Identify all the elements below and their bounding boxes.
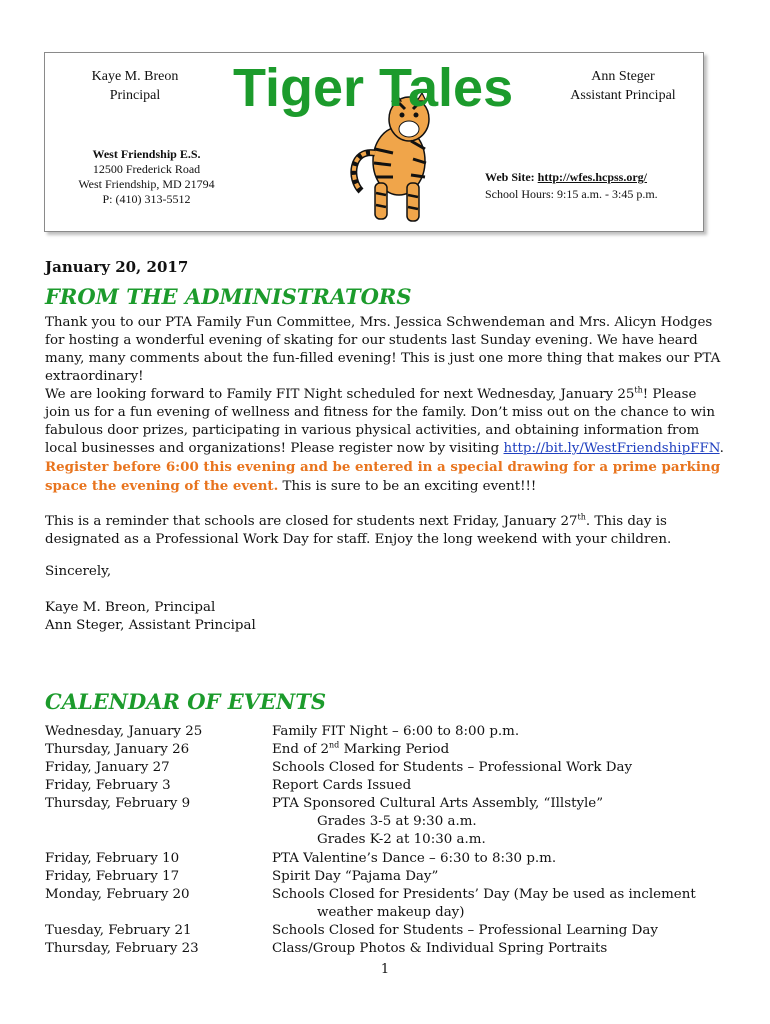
event-subline: Grades 3-5 at 9:30 a.m.: [317, 814, 477, 829]
event-subline: weather makeup day): [317, 905, 465, 920]
fit-night-closing: This is sure to be an exciting event!!!: [278, 479, 537, 494]
event-date: Wednesday, January 25: [45, 724, 203, 739]
signature-assistant: Ann Steger, Assistant Principal: [45, 618, 256, 633]
event-description: Report Cards Issued: [272, 778, 412, 793]
principal-block: [75, 67, 195, 105]
event-description: Spirit Day “Pajama Day”: [272, 869, 439, 884]
address-line-1: 12500 Frederick Road: [92, 162, 201, 176]
event-date: Friday, February 3: [45, 778, 171, 793]
masthead-title: Tiger Tales: [233, 58, 514, 118]
principal-title: Principal: [109, 88, 161, 103]
fit-night-text: We are looking forward to Family FIT Night scheduled for next Wednesday, January 25: [45, 387, 635, 402]
event-description: Class/Group Photos & Individual Spring Portraits: [272, 941, 608, 956]
website-block: [485, 169, 697, 203]
principal-name: Kaye M. Breon: [91, 69, 179, 84]
event-description: PTA Valentine’s Dance – 6:30 to 8:30 p.m.: [272, 851, 557, 866]
fit-night-text-cont: ! Please join us for a fun evening of wellness and fitness for the family. Don’t miss out on the chance to win fabulous door prizes, participating in various physical activities, and obtaining information from local businesses and organizations! Please register now by visiting: [45, 387, 715, 456]
signature-principal: Kaye M. Breon, Principal: [45, 600, 216, 615]
website-label: Web Site:: [485, 170, 535, 184]
event-date: Thursday, February 23: [45, 941, 199, 956]
closure-text: This is a reminder that schools are closed for students next Friday, January 27: [45, 514, 578, 529]
event-description: Family FIT Night – 6:00 to 8:00 p.m.: [272, 724, 520, 739]
event-description: Schools Closed for Students – Professional Work Day: [272, 760, 633, 775]
event-description: [272, 795, 722, 849]
event-text-cont: Marking Period: [339, 742, 450, 757]
event-date: Monday, February 20: [45, 887, 190, 902]
punctuation: .: [719, 441, 724, 456]
admin-section-title: FROM THE ADMINISTRATORS: [45, 284, 412, 309]
event-text: End of 2: [272, 742, 330, 757]
admin-paragraph-1: Thank you to our PTA Family Fun Committee, Mrs. Jessica Schwendeman and Mrs. Alicyn Hodges for hosting a wonderful evening of skating for our students last Sunday evening. We have heard many, many comments about the fun-filled evening! This is just one more thing that makes our PTA extraordinary!: [45, 315, 721, 384]
register-link[interactable]: http://bit.ly/WestFriendshipFFN: [503, 441, 720, 456]
calendar-section-title: CALENDAR OF EVENTS: [45, 689, 327, 714]
assistant-principal-block: [553, 67, 693, 105]
event-date: Friday, February 17: [45, 869, 180, 884]
event-text: PTA Sponsored Cultural Arts Assembly, “Illstyle”: [272, 796, 604, 811]
event-date: Tuesday, February 21: [45, 923, 192, 938]
assistant-name: Ann Steger: [591, 69, 655, 84]
newsletter-header: [44, 52, 704, 232]
school-name: West Friendship E.S.: [92, 147, 201, 161]
phone-number: P: (410) 313-5512: [102, 192, 191, 206]
page-number: 1: [380, 962, 390, 977]
website-link[interactable]: http://wfes.hcpss.org/: [537, 170, 648, 184]
issue-date: January 20, 2017: [45, 258, 189, 276]
event-description: [272, 741, 722, 759]
superscript: th: [634, 385, 643, 395]
assistant-title: Assistant Principal: [570, 88, 676, 103]
event-description: [272, 886, 722, 922]
closure-text-cont: . This day is designated as a Professional Work Day for staff. Enjoy the long weekend with your children.: [45, 514, 672, 547]
register-highlight: Register before 6:00 this evening and be entered in a special drawing for a prime parking space the evening of the event.: [45, 459, 721, 494]
school-hours: School Hours: 9:15 a.m. - 3:45 p.m.: [485, 187, 658, 201]
event-date: Thursday, January 26: [45, 742, 190, 757]
event-text: Schools Closed for Presidents’ Day (May be used as inclement: [272, 887, 696, 902]
event-subline: Grades K-2 at 10:30 a.m.: [317, 832, 486, 847]
event-date: Thursday, February 9: [45, 796, 191, 811]
event-date: Friday, February 10: [45, 851, 180, 866]
closing: Sincerely,: [45, 564, 112, 579]
admin-paragraph-2: [45, 386, 725, 496]
event-description: Schools Closed for Students – Professional Learning Day: [272, 923, 658, 938]
superscript: th: [577, 512, 586, 522]
superscript: nd: [329, 740, 340, 750]
event-date: Friday, January 27: [45, 760, 170, 775]
address-line-2: West Friendship, MD 21794: [78, 177, 215, 191]
school-contact-block: [59, 147, 234, 207]
admin-paragraph-3: [45, 513, 725, 549]
